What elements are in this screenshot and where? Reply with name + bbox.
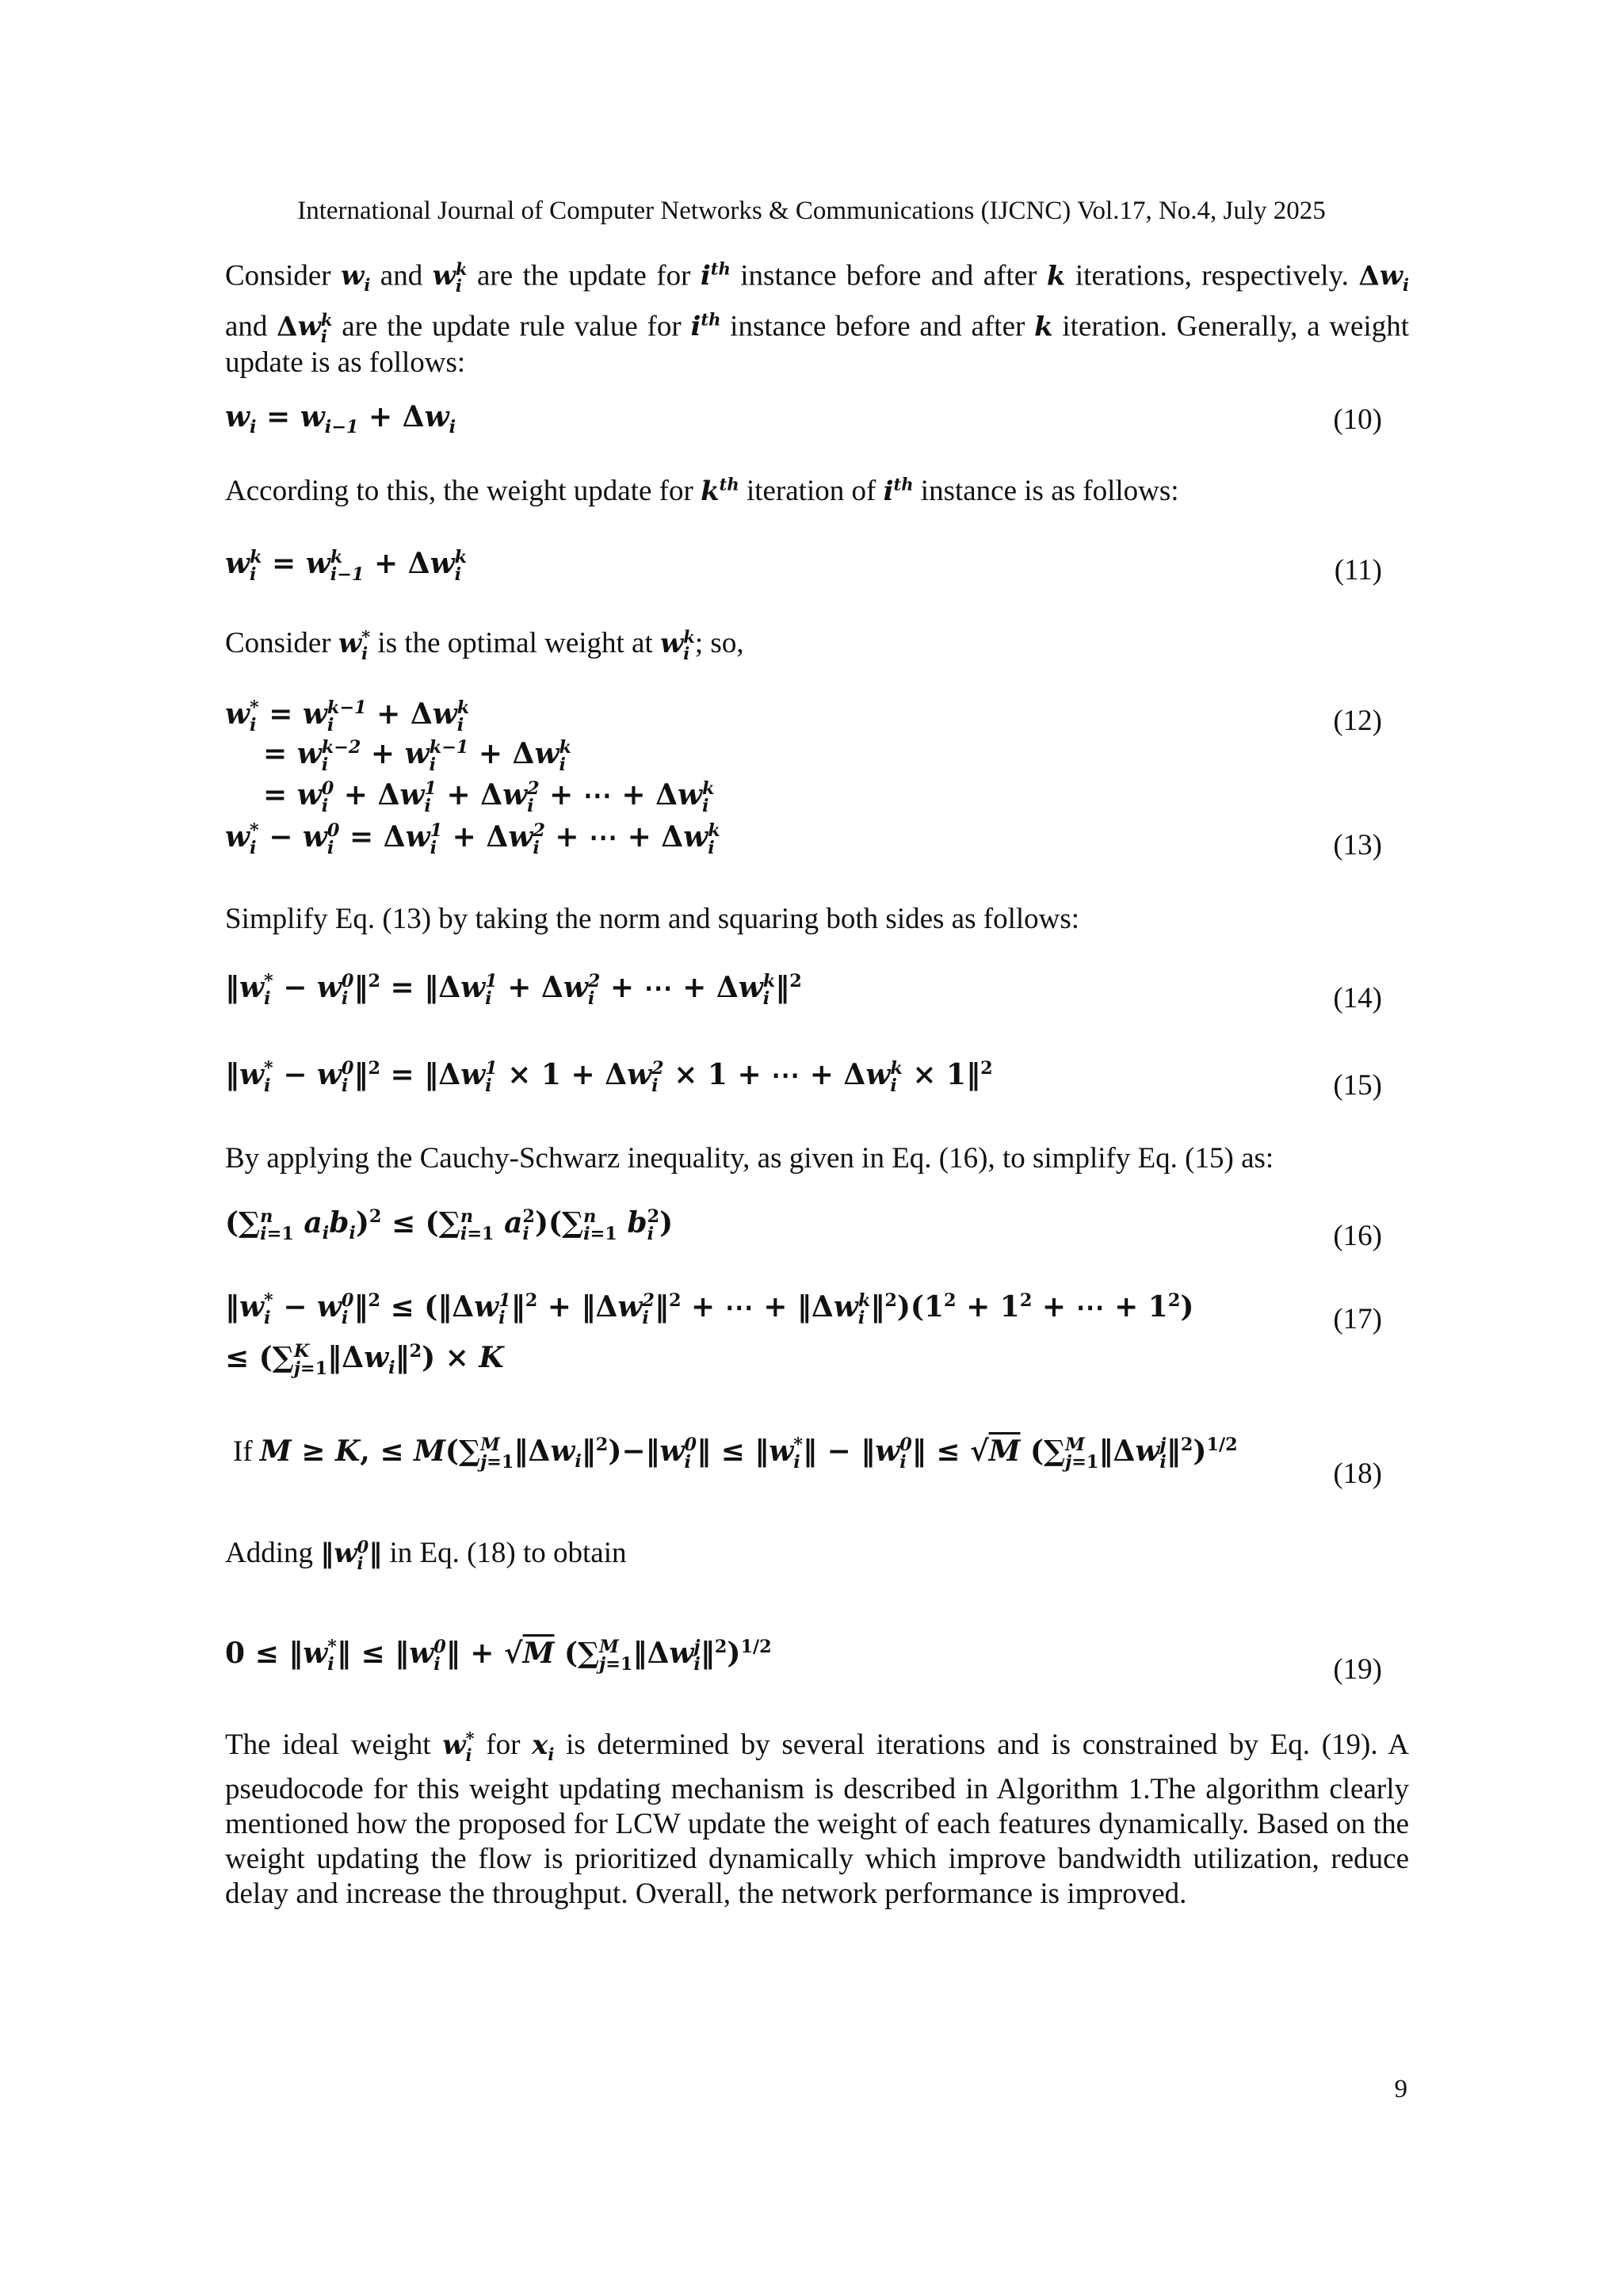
- equation-18: If M ≥ K, ≤ M(∑ M j=1 $‖\Delta w_i‖^2)-‖w$ 0 i ‖ ≤ ‖w * i ‖ − ‖w 0 i ‖ ≤ √M (∑ M j=1 ‖Δw j i ‖$^2$)$^{1/2}$: [233, 1434, 1238, 1473]
- running-header: International Journal of Computer Networks & Communications (IJCNC) Vol.17, No.4, July 2025: [297, 197, 1326, 225]
- paragraph-2: According to this, the weight update for $k^{th}$ iteration of $i^{th}$ instance is as follows:: [225, 474, 1179, 507]
- equation-number-10: (10): [1333, 403, 1382, 436]
- equation-13: w * i − w 0 i = Δw 1 i + Δw 2 i + ⋯ + Δw k i: [225, 819, 720, 858]
- equation-14: ‖w * i − w 0 i ‖$^2$ = ‖Δw 1 i + Δw 2 i + ⋯ + Δw k i ‖$^2$: [225, 970, 802, 1009]
- equation-number-15: (15): [1333, 1069, 1382, 1102]
- equation-12-line-3: = w 0 i + Δw 1 i + Δw 2 i + ⋯ + Δw k i: [263, 777, 715, 816]
- equation-number-12: (12): [1333, 705, 1382, 737]
- equation-12-line-2: = w k−2 i + w k−1 i + Δw k i: [263, 736, 571, 775]
- equation-number-13: (13): [1333, 829, 1382, 861]
- equation-15: ‖w * i − w 0 i ‖$^2$ = ‖Δw 1 i × 1 + Δw 2 i × 1 + ⋯ + Δw k i × 1‖$^2$: [225, 1057, 993, 1096]
- equation-19: 0 ≤ ‖w * i ‖ ≤ ‖w 0 i ‖ + √M (∑ M j=1 ‖Δw j i ‖$^2$)$^{1/2}$: [225, 1636, 772, 1675]
- paragraph-4: Simplify Eq. (13) by taking the norm and squaring both sides as follows:: [225, 903, 1080, 935]
- equation-number-17: (17): [1333, 1303, 1382, 1335]
- equation-10: $w_i = w_{i-1} + \Delta w_i$: [225, 400, 456, 438]
- paragraph-1: Consider $w_i$ and w k i are the update for $i^{th}$ instance before and after k iterations, respectively. $\Delta w_i$ and Δw k i are the update rule value for $i^{th}$ instance before and after k iteration. Generally, a weight update is as follows:: [225, 259, 1409, 379]
- equation-17-line-2: ≤ (∑ K j=1 $‖\Delta w_i‖^2) \times K$: [225, 1340, 504, 1379]
- paragraph-7: Adding ‖w 0 i ‖ in Eq. (18) to obtain: [225, 1536, 627, 1573]
- equation-number-11: (11): [1334, 554, 1382, 586]
- page-number: 9: [1394, 2075, 1407, 2103]
- equation-11: w k i = w k i−1 + Δw k i: [225, 546, 468, 585]
- equation-16: (∑ n i=1 $a_ib_i)^2$ ≤ (∑ n i=1 a 2 i )(∑ n i=1 b 2 i ): [225, 1205, 674, 1244]
- equation-17-line-1: ‖w * i − w 0 i ‖$^2$ ≤ (‖Δw 1 i ‖$^2$ + ‖Δw 2 i ‖$^2$ + ⋯ + ‖Δw k i $‖^2)(1^2 + 1^2$ + ⋯ + $1^2$): [225, 1289, 1194, 1328]
- paragraph-5: By applying the Cauchy-Schwarz inequality, as given in Eq. (16), to simplify Eq. (15) as:: [225, 1142, 1274, 1175]
- paragraph-3: Consider w * i is the optimal weight at w k i ; so,: [225, 626, 744, 663]
- equation-number-16: (16): [1333, 1220, 1382, 1252]
- equation-number-14: (14): [1333, 982, 1382, 1014]
- equation-number-19: (19): [1333, 1653, 1382, 1686]
- equation-12-line-1: w * i = w k−1 i + Δw k i: [225, 697, 470, 735]
- equation-number-18: (18): [1333, 1457, 1382, 1490]
- paragraph-8: The ideal weight w * i for $x_i$ is determined by several iterations and is constrained by Eq. (19). A pseudocode for this weight updating mechanism is described in Algorithm 1.The algorithm clearly mentioned how the proposed for LCW update the weight of each features dynamically. Based on the weight updating the flow is prioritized dynamically which improve bandwidth utilization, reduce delay and increase the throughput. Overall, the network performance is improved.: [225, 1728, 1409, 1910]
